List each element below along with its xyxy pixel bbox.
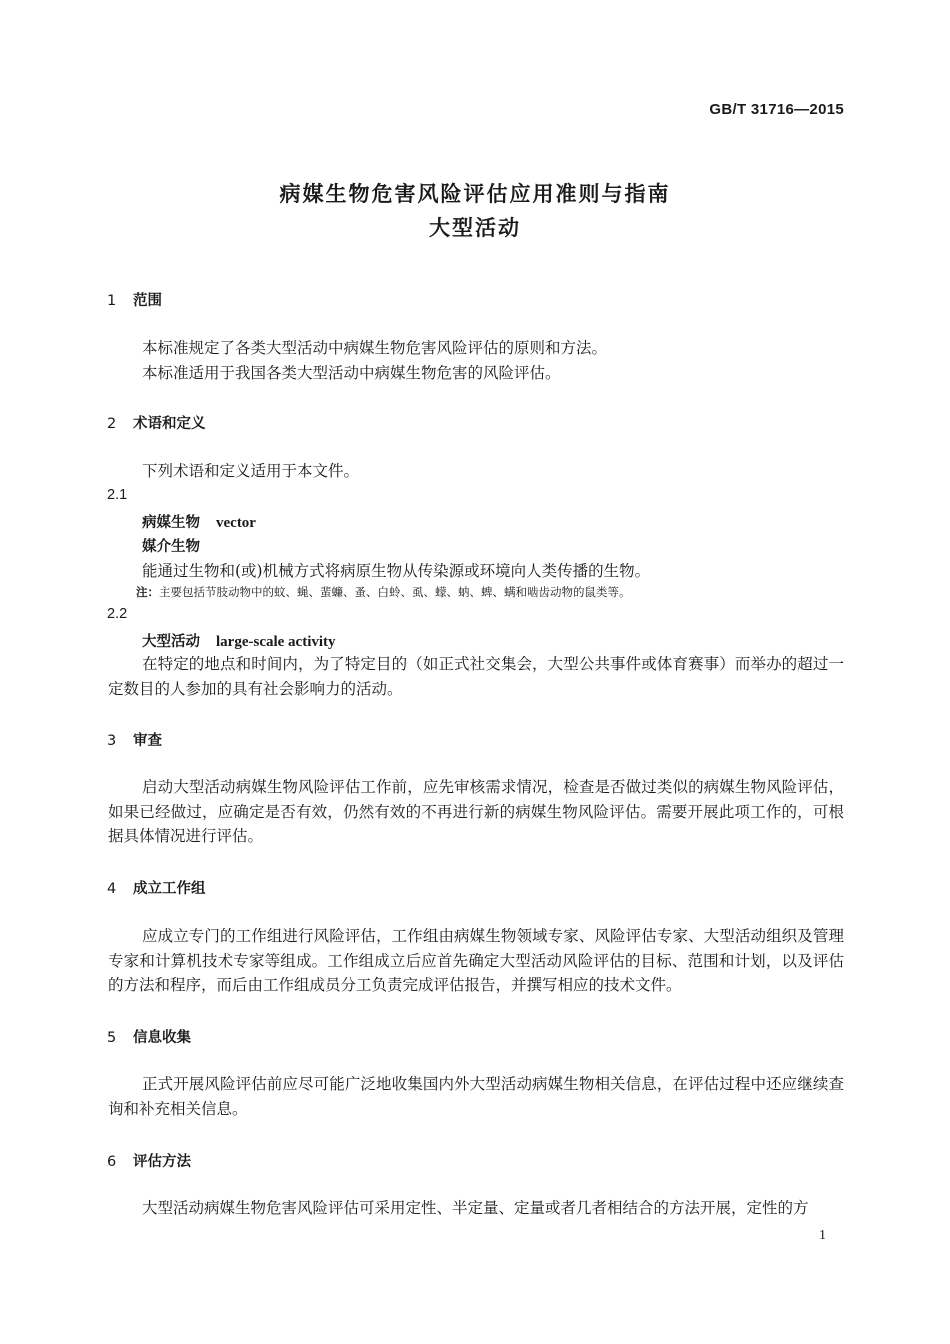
paragraph: 正式开展风险评估前应尽可能广泛地收集国内外大型活动病媒生物相关信息，在评估过程中还应继续查询和补充相关信息。 <box>108 1075 844 1118</box>
document-subtitle: 大型活动 <box>429 216 521 240</box>
term-number: 2.1 <box>107 487 128 503</box>
section-number: 1 <box>107 293 117 309</box>
term-alternative: 媒介生物 <box>142 539 200 555</box>
section-title: 信息收集 <box>133 1030 191 1046</box>
term-entry <box>142 511 256 532</box>
section-title: 评估方法 <box>133 1154 191 1170</box>
paragraph: 下列术语和定义适用于本文件。 <box>142 462 360 480</box>
term-english: vector <box>216 515 256 531</box>
term-number: 2.2 <box>107 606 128 622</box>
document-title: 病媒生物危害风险评估应用准则与指南 <box>279 182 671 206</box>
section-heading-2 <box>107 412 206 433</box>
section-title: 术语和定义 <box>133 416 206 432</box>
term-name: 病媒生物 <box>142 515 200 531</box>
section-title: 审查 <box>133 733 162 749</box>
section-number: 6 <box>107 1154 117 1170</box>
note-label: 注： <box>136 585 159 599</box>
term-definition: 能通过生物和(或)机械方式将病原生物从传染源或环境向人类传播的生物。 <box>142 562 651 580</box>
note-text: 主要包括节肢动物中的蚊、蝇、蜚蠊、蚤、白蛉、虱、蠓、蚋、蜱、螨和啮齿动物的鼠类等。 <box>159 585 631 599</box>
term-definition: 在特定的地点和时间内，为了特定目的（如正式社交集会，大型公共事件或体育赛事）而举办的超过一定数目的人参加的具有社会影响力的活动。 <box>108 655 844 698</box>
section-heading-4 <box>107 877 206 898</box>
section-number: 2 <box>107 416 117 432</box>
paragraph: 应成立专门的工作组进行风险评估，工作组由病媒生物领域专家、风险评估专家、大型活动组织及管理专家和计算机技术专家等组成。工作组成立后应首先确定大型活动风险评估的目标、范围和计划，以及评估的方法和程序，而后由工作组成员分工负责完成评估报告，并撰写相应的技术文件。 <box>108 927 844 994</box>
paragraph: 本标准规定了各类大型活动中病媒生物危害风险评估的原则和方法。 <box>142 339 608 357</box>
section-number: 4 <box>107 881 117 897</box>
section-heading-6 <box>107 1150 191 1171</box>
section-number: 5 <box>107 1030 117 1046</box>
section-heading-3 <box>107 729 162 750</box>
paragraph: 启动大型活动病媒生物风险评估工作前，应先审核需求情况，检查是否做过类似的病媒生物风险评估，如果已经做过，应确定是否有效，仍然有效的不再进行新的病媒生物风险评估。需要开展此项工作的，可根据具体情况进行评估。 <box>108 778 844 845</box>
section-heading-1 <box>107 289 162 310</box>
term-english: large-scale activity <box>216 634 336 650</box>
standard-number: GB/T 31716—2015 <box>709 101 844 118</box>
term-entry <box>142 630 336 651</box>
section-heading-5 <box>107 1026 191 1047</box>
section-title: 成立工作组 <box>133 881 206 897</box>
term-name: 大型活动 <box>142 634 200 650</box>
paragraph: 大型活动病媒生物危害风险评估可采用定性、半定量、定量或者几者相结合的方法开展，定性的方 <box>142 1199 809 1217</box>
page-number: 1 <box>819 1228 826 1243</box>
section-title: 范围 <box>133 293 162 309</box>
paragraph: 本标准适用于我国各类大型活动中病媒生物危害的风险评估。 <box>142 364 561 382</box>
term-note <box>136 584 631 600</box>
section-number: 3 <box>107 733 117 749</box>
